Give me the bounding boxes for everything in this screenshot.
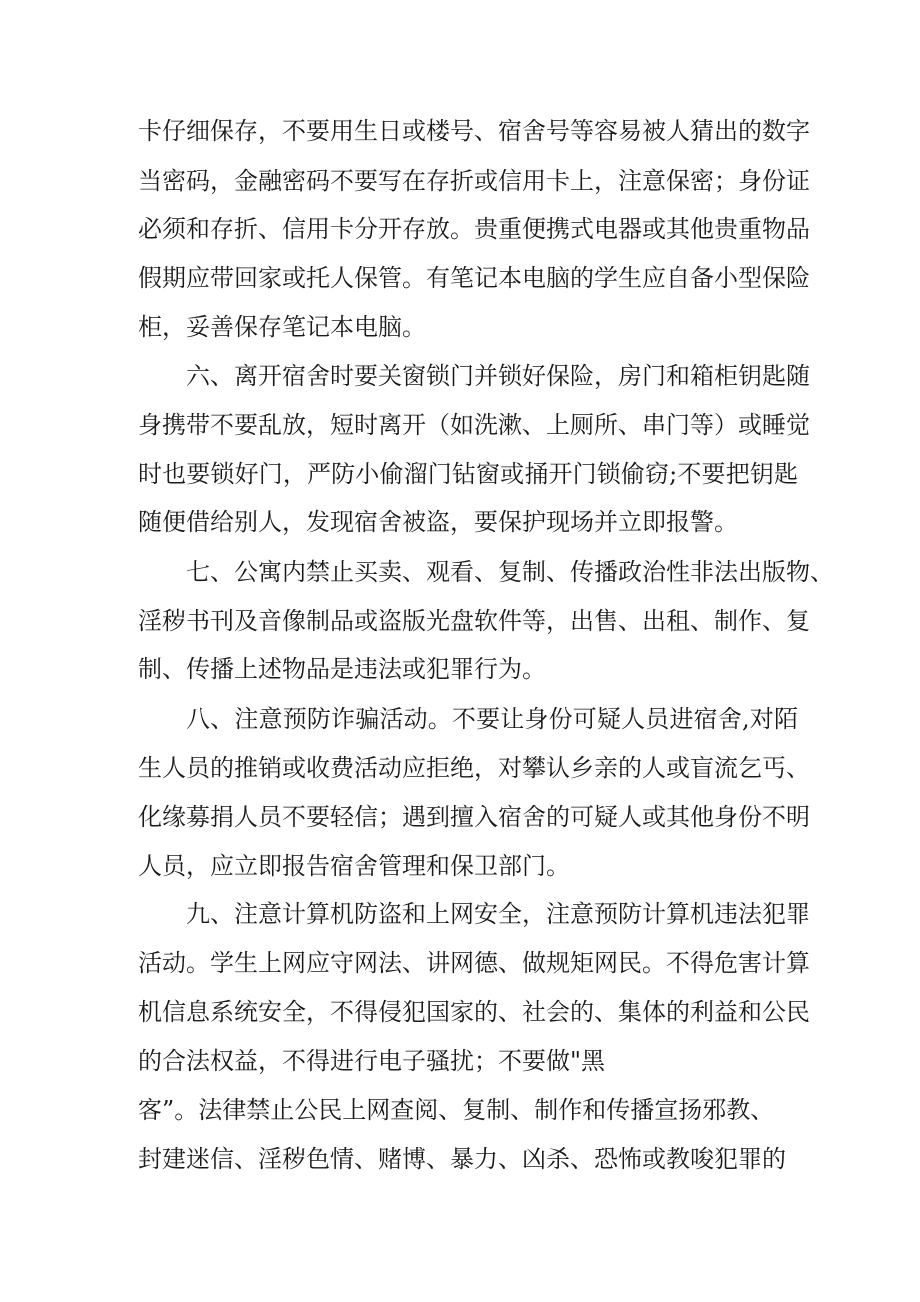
paragraph-eight-first-line: 八、注意预防诈骗活动。不要让身份可疑人员进宿舍,对陌 (186, 705, 798, 733)
text-line: 柜，妥善保存笔记本电脑。 (138, 313, 426, 341)
text-line: 生人员的推销或收费活动应拒绝，对攀认乡亲的人或盲流乞丐、 (138, 754, 810, 782)
text-line: 随便借给别人，发现宿舍被盗，要保护现场并立即报警。 (138, 508, 738, 536)
paragraph-seven-first-line: 七、公寓内禁止买卖、观看、复制、传播政治性非法出版物、 (186, 558, 834, 586)
text-line: 的合法权益，不得进行电子骚扰；不要做"黑 (138, 1047, 606, 1075)
text-line: 假期应带回家或托人保管。有笔记本电脑的学生应自备小型保险 (138, 264, 810, 292)
paragraph-six-first-line: 六、离开宿舍时要关窗锁门并锁好保险，房门和箱柜钥匙随 (186, 362, 810, 390)
text-line: 时也要锁好门，严防小偷溜门钻窗或捅开门锁偷窃;不要把钥匙 (138, 460, 798, 488)
text-line: 卡仔细保存，不要用生日或楼号、宿舍号等容易被人猜出的数字 (138, 117, 810, 145)
text-line: 人员，应立即报告宿舍管理和保卫部门。 (138, 852, 570, 880)
paragraph-nine-first-line: 九、注意计算机防盗和上网安全，注意预防计算机违法犯罪 (186, 900, 810, 928)
text-line: 必须和存折、信用卡分开存放。贵重便携式电器或其他贵重物品 (138, 215, 810, 243)
text-line: 当密码，金融密码不要写在存折或信用卡上，注意保密；身份证 (138, 167, 810, 195)
text-line: 活动。学生上网应守网法、讲网德、做规矩网民。不得危害计算 (138, 949, 810, 977)
text-line: 封建迷信、淫秽色情、赌博、暴力、凶杀、恐怖或教唆犯罪的 (138, 1145, 786, 1173)
text-line: 机信息系统安全，不得侵犯国家的、社会的、集体的利益和公民 (138, 998, 810, 1026)
text-line: 身携带不要乱放，短时离开（如洗漱、上厕所、串门等）或睡觉 (138, 411, 810, 439)
text-line: 淫秽书刊及音像制品或盗版光盘软件等，出售、出租、制作、复 (138, 607, 810, 635)
text-line: 化缘募捐人员不要轻信；遇到擅入宿舍的可疑人或其他身份不明 (138, 803, 810, 831)
text-line: 客”。法律禁止公民上网查阅、复制、制作和传播宣扬邪教、 (138, 1096, 775, 1124)
text-line: 制、传播上述物品是违法或犯罪行为。 (138, 655, 546, 683)
